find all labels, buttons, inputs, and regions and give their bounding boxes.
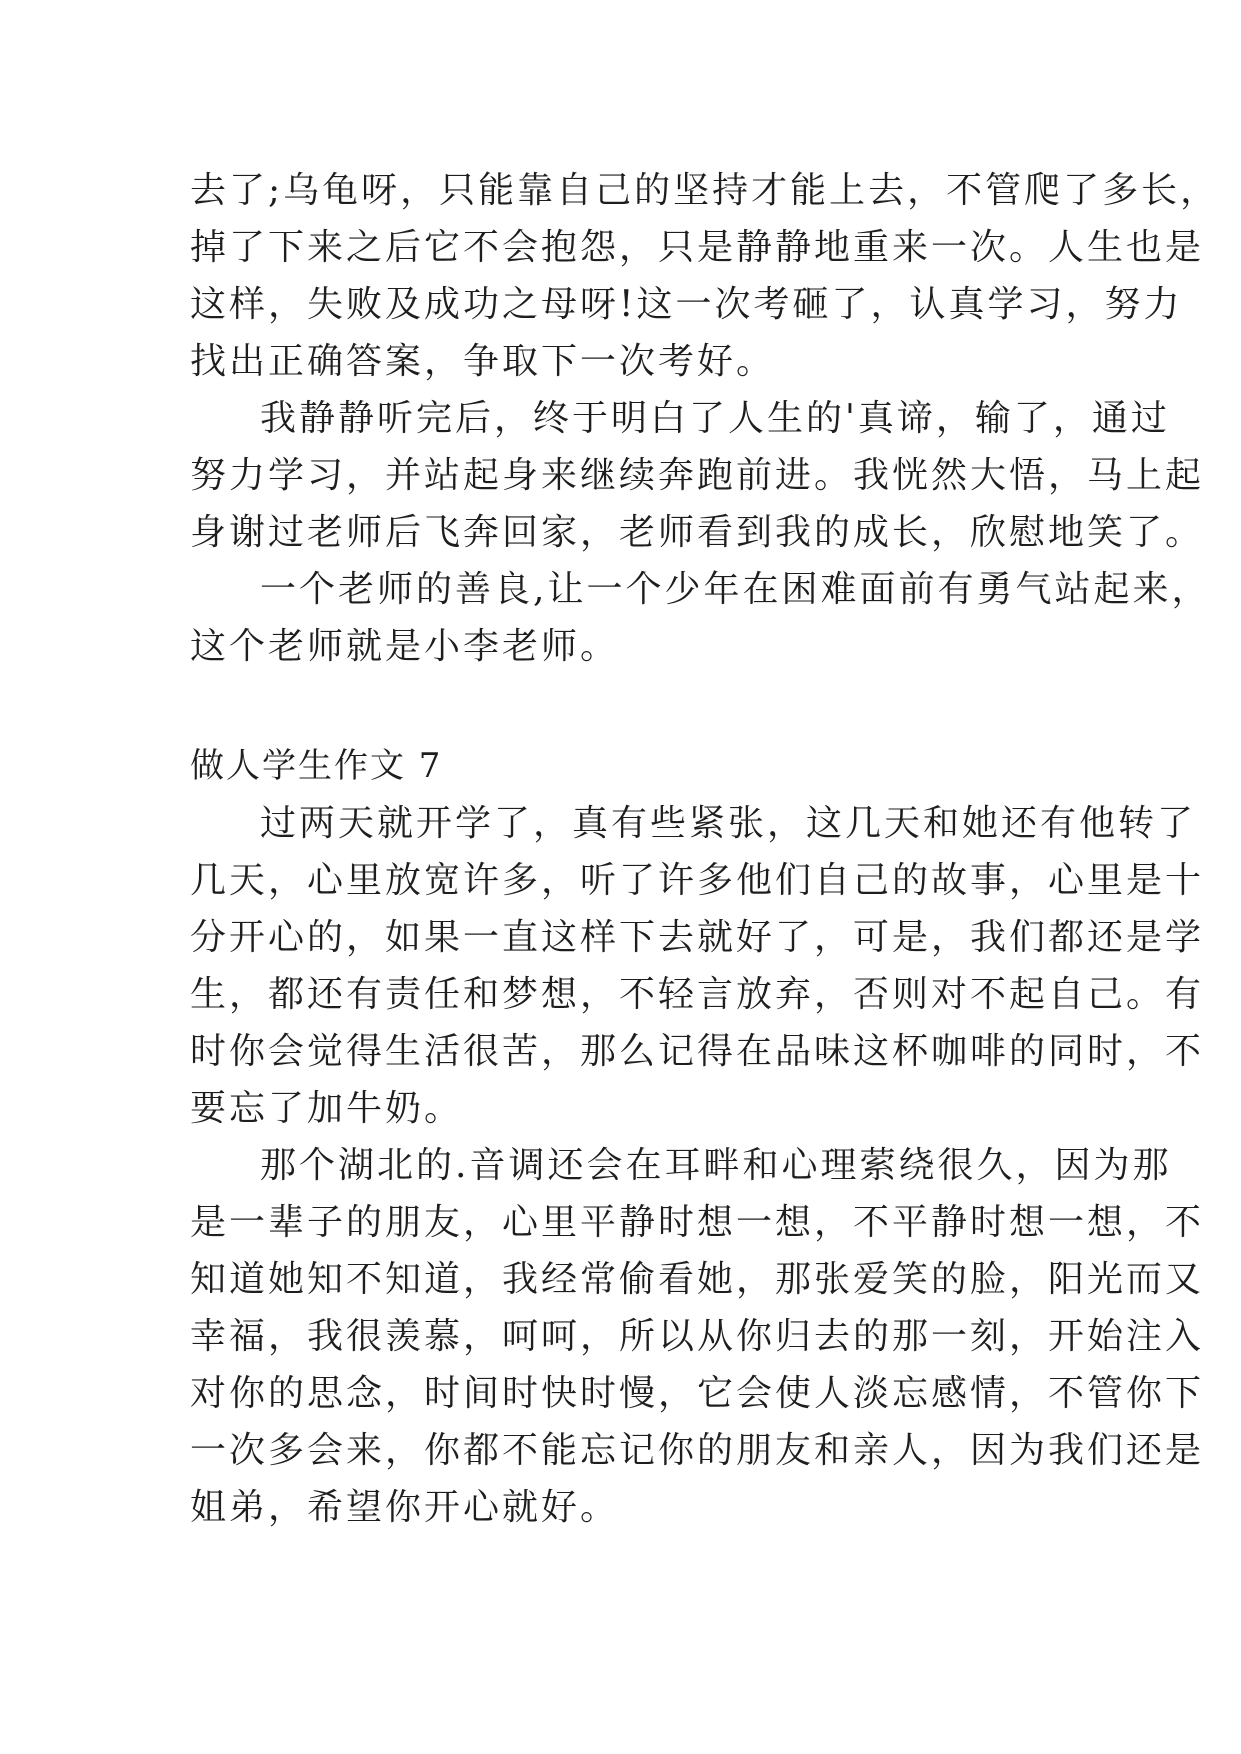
paragraph-line: 找出正确答案，争取下一次考好。 bbox=[190, 341, 776, 382]
paragraph-line: 几天，心里放宽许多，听了许多他们自己的故事，心里是十 bbox=[190, 860, 1205, 901]
paragraph-line: 掉了下来之后它不会抱怨，只是静静地重来一次。人生也是 bbox=[190, 227, 1205, 268]
paragraph-line: 是一辈子的朋友，心里平静时想一想，不平静时想一想，不 bbox=[190, 1202, 1205, 1243]
paragraph-line: 一个老师的善良,让一个少年在困难面前有勇气站起来， bbox=[260, 569, 1211, 610]
paragraph-line: 这样，失败及成功之母呀!这一次考砸了，认真学习，努力 bbox=[190, 284, 1183, 325]
paragraph-line: 姐弟，希望你开心就好。 bbox=[190, 1487, 620, 1528]
paragraph-line: 身谢过老师后飞奔回家，老师看到我的成长，欣慰地笑了。 bbox=[190, 512, 1205, 553]
paragraph-line: 时你会觉得生活很苦，那么记得在品味这杯咖啡的同时，不 bbox=[190, 1031, 1205, 1072]
paragraph-line: 过两天就开学了，真有些紧张，这几天和她还有他转了 bbox=[260, 803, 1197, 844]
paragraph-line: 生，都还有责任和梦想，不轻言放弃，否则对不起自己。有 bbox=[190, 974, 1205, 1015]
paragraph-line: 要忘了加牛奶。 bbox=[190, 1088, 464, 1129]
paragraph-line: 一次多会来，你都不能忘记你的朋友和亲人，因为我们还是 bbox=[190, 1430, 1205, 1471]
paragraph-line: 努力学习，并站起身来继续奔跑前进。我恍然大悟，马上起 bbox=[190, 455, 1205, 496]
paragraph-line: 去了;乌龟呀，只能靠自己的坚持才能上去，不管爬了多长， bbox=[190, 170, 1220, 211]
section-heading: 做人学生作文 7 bbox=[190, 746, 443, 786]
paragraph-line: 这个老师就是小李老师。 bbox=[190, 626, 620, 667]
paragraph-line: 知道她知不知道，我经常偷看她，那张爱笑的脸，阳光而又 bbox=[190, 1259, 1205, 1300]
paragraph-line: 幸福，我很羡慕，呵呵，所以从你归去的那一刻，开始注入 bbox=[190, 1316, 1205, 1357]
paragraph-line: 我静静听完后，终于明白了人生的'真谛，输了，通过 bbox=[260, 398, 1170, 439]
paragraph-line: 那个湖北的.音调还会在耳畔和心理萦绕很久，因为那 bbox=[260, 1145, 1172, 1186]
paragraph-line: 分开心的，如果一直这样下去就好了，可是，我们都还是学 bbox=[190, 917, 1205, 958]
paragraph-line: 对你的思念，时间时快时慢，它会使人淡忘感情，不管你下 bbox=[190, 1373, 1205, 1414]
